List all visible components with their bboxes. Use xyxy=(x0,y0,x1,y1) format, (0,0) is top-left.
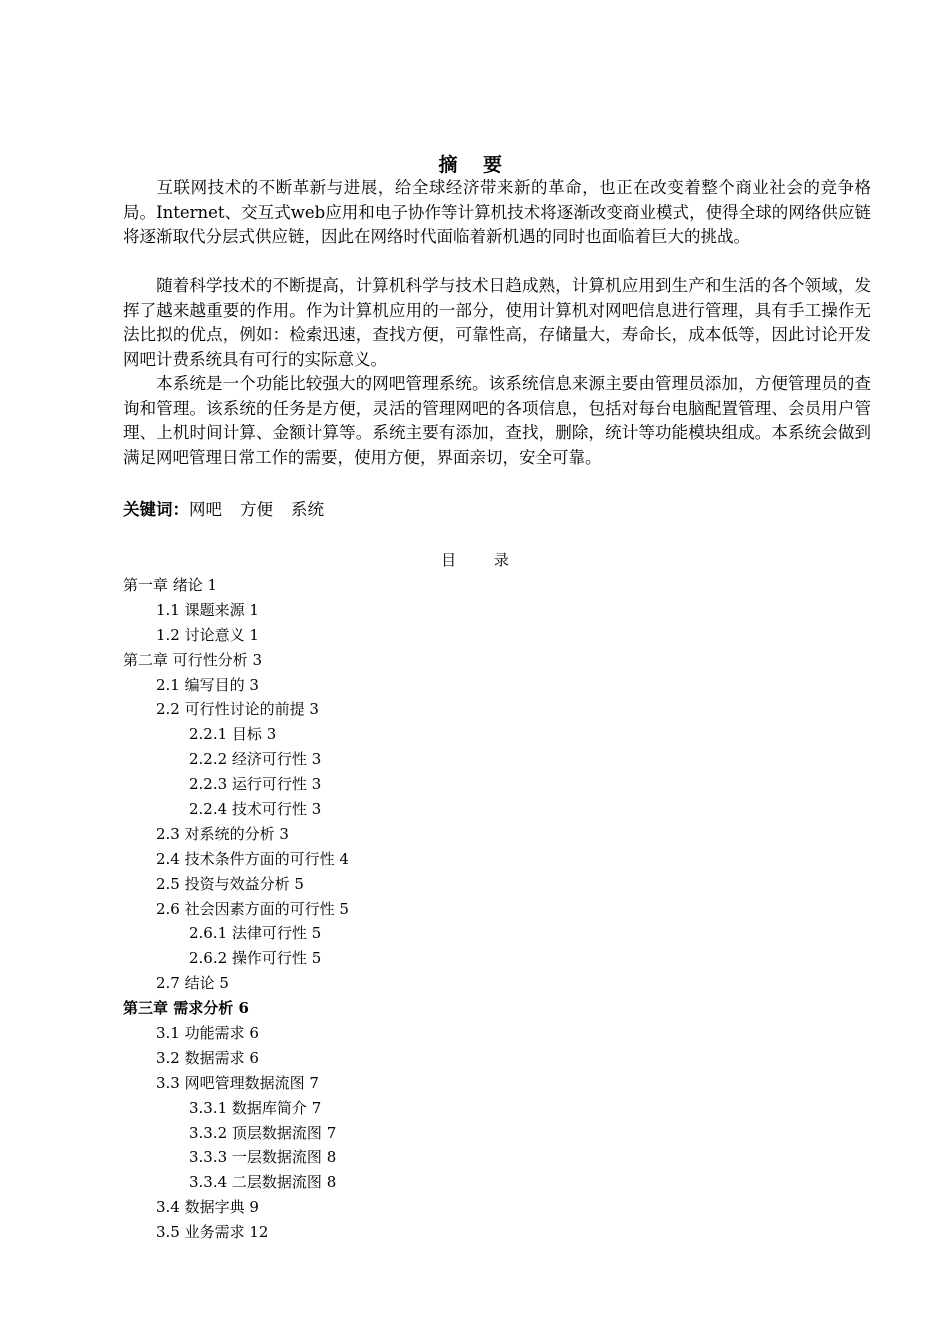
toc-section[interactable]: 3.5 业务需求 12 xyxy=(156,1223,269,1242)
toc-subsection[interactable]: 3.3.1 数据库简介 7 xyxy=(189,1098,322,1117)
toc-section[interactable]: 3.3 网吧管理数据流图 7 xyxy=(156,1073,319,1092)
toc-section[interactable]: 1.1 课题来源 1 xyxy=(156,600,259,619)
abstract-paragraph-2-text: 随着科学技术的不断提高，计算机科学与技术日趋成熟，计算机应用到生产和生活的各个领域，发挥了越来越重要的作用。作为计算机应用的一部分，使用计算机对网吧信息进行管理，具有手工操作无法比拟的优点，例如：检索迅速，查找方便，可靠性高，存储量大，寿命长，成本低等，因此讨论开发网吧计费系统具有可行的实际意义。 xyxy=(123,276,871,369)
table-of-contents xyxy=(123,573,349,1245)
keyword: 网吧 xyxy=(189,500,222,519)
toc-chapter[interactable]: 第一章 绪论 1 xyxy=(123,576,218,594)
toc-section[interactable]: 2.2 可行性讨论的前提 3 xyxy=(156,700,319,719)
abstract-paragraph-1 xyxy=(123,176,871,250)
toc-subsection[interactable]: 2.2.4 技术可行性 3 xyxy=(189,800,322,819)
toc-subsection[interactable]: 2.6.1 法律可行性 5 xyxy=(189,924,322,943)
toc-title: 目 录 xyxy=(441,551,526,569)
keywords-line xyxy=(123,498,342,523)
toc-section[interactable]: 2.1 编写目的 3 xyxy=(156,675,259,694)
abstract-paragraph-2 xyxy=(123,274,871,372)
abstract-paragraph-3-text: 本系统是一个功能比较强大的网吧管理系统。该系统信息来源主要由管理员添加，方便管理员的查询和管理。该系统的任务是方便，灵活的管理网吧的各项信息，包括对每台电脑配置管理、会员用户管理、上机时间计算、金额计算等。系统主要有添加，查找，删除，统计等功能模块组成。本系统会做到满足网吧管理日常工作的需要，使用方便，界面亲切，安全可靠。 xyxy=(123,374,871,467)
toc-subsection[interactable]: 2.2.2 经济可行性 3 xyxy=(189,750,322,769)
toc-section[interactable]: 2.5 投资与效益分析 5 xyxy=(156,874,304,893)
toc-subsection[interactable]: 3.3.2 顶层数据流图 7 xyxy=(189,1123,337,1142)
abstract-title: 摘 要 xyxy=(438,154,512,176)
toc-chapter[interactable]: 第二章 可行性分析 3 xyxy=(123,650,263,669)
toc-section[interactable]: 3.1 功能需求 6 xyxy=(156,1024,259,1043)
toc-subsection[interactable]: 3.3.3 一层数据流图 8 xyxy=(189,1148,337,1167)
abstract-paragraph-1-text: 互联网技术的不断革新与进展，给全球经济带来新的革命，也正在改变着整个商业社会的竞争格局。Internet、交互式web应用和电子协作等计算机技术将逐渐改变商业模式，使得全球的网络供应链将逐渐取代分层式供应链，因此在网络时代面临着新机遇的同时也面临着巨大的挑战。 xyxy=(123,178,871,246)
toc-subsection[interactable]: 2.6.2 操作可行性 5 xyxy=(189,949,322,968)
toc-section[interactable]: 2.7 结论 5 xyxy=(156,974,229,993)
keywords-label: 关键词： xyxy=(123,500,189,519)
toc-section[interactable]: 3.2 数据需求 6 xyxy=(156,1048,259,1067)
keyword: 方便 xyxy=(240,500,273,519)
keyword: 系统 xyxy=(291,500,324,519)
toc-subsection[interactable]: 2.2.1 目标 3 xyxy=(189,725,277,744)
toc-section[interactable]: 2.3 对系统的分析 3 xyxy=(156,824,289,843)
toc-section[interactable]: 3.4 数据字典 9 xyxy=(156,1198,259,1217)
toc-subsection[interactable]: 2.2.3 运行可行性 3 xyxy=(189,775,322,794)
abstract-paragraph-3 xyxy=(123,372,871,470)
toc-section[interactable]: 2.4 技术条件方面的可行性 4 xyxy=(156,849,349,868)
toc-section[interactable]: 1.2 讨论意义 1 xyxy=(156,625,259,644)
toc-chapter[interactable]: 第三章 需求分析 6 xyxy=(123,999,249,1018)
toc-section[interactable]: 2.6 社会因素方面的可行性 5 xyxy=(156,899,349,918)
toc-subsection[interactable]: 3.3.4 二层数据流图 8 xyxy=(189,1173,337,1192)
